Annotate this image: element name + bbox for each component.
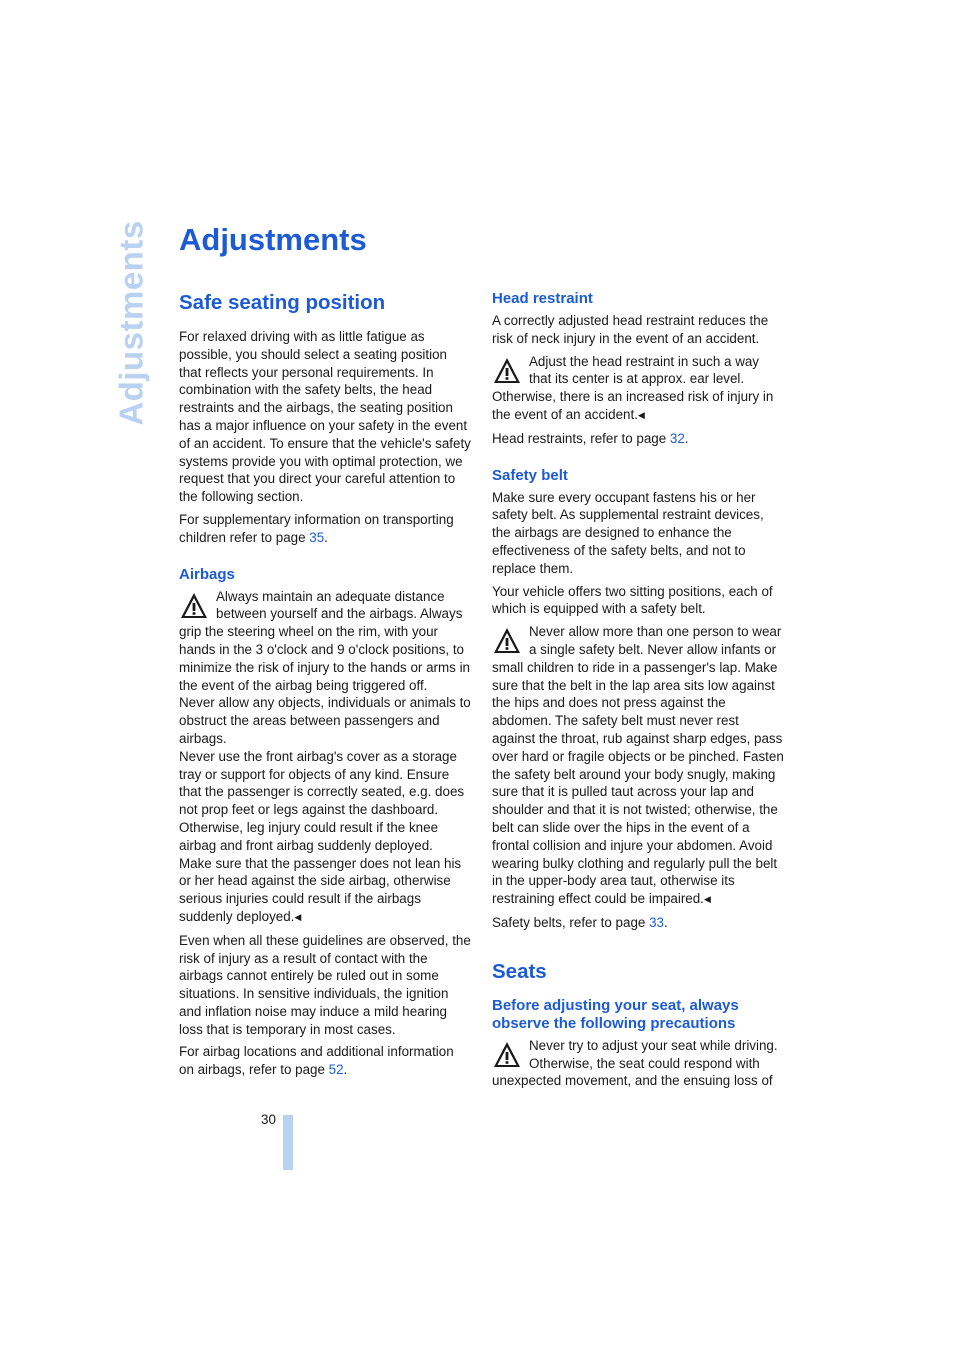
seat-warning: Never try to adjust your seat while driving. Otherwise, the seat could respond with unexpected movement, and the ensuing loss of bbox=[492, 1037, 778, 1089]
page-marker-bar bbox=[283, 1115, 293, 1170]
warning-icon bbox=[179, 591, 209, 621]
end-marker: ◀ bbox=[703, 894, 711, 905]
safety-belt-warning: Never allow more than one person to wear a single safety belt. Never allow infants or small children to ride in a passenger's lap. Make sure that the belt in the lap area sits low against the hips and does not press against the abdomen. The safety belt must never rest against the throat, rub against sharp edges, pass over hard or fragile objects or be pinched. Fasten the safety belt around your body snugly, making sure that it is pulled taut across your lap and shoulder and that it is not twisted; otherwise, the belt can slide over the hips in the event of a frontal collision and injure your abdomen. Avoid wearing bulky clothing and regularly pull the belt in the upper-body area taut, otherwise its restraining effect could be impaired. bbox=[492, 624, 784, 907]
safety-belt-paragraph-1: Make sure every occupant fastens his or her safety belt. As supplemental restraint devices, the airbags are designed to enhance the effectiveness of the safety belts, and not to replace them. bbox=[492, 489, 764, 576]
section-title-seats: Seats bbox=[492, 959, 547, 983]
page-link-32[interactable]: 32 bbox=[669, 430, 685, 446]
end-marker: ◀ bbox=[637, 409, 645, 420]
page-number: 30 bbox=[261, 1112, 276, 1127]
safety-belt-paragraph-2: Your vehicle offers two sitting positions, each of which is equipped with a safety belt. bbox=[492, 583, 773, 617]
right-column bbox=[492, 290, 784, 1095]
heading-safety-belt: Safety belt bbox=[492, 466, 568, 484]
airbag-warning-2: Never allow any objects, individuals or animals to obstruct the areas between passengers and airbags. bbox=[179, 695, 471, 746]
airbag-warning-3: Never use the front airbag's cover as a storage tray or support for objects of any kind. Ensure that the passenger is correctly seated, e.g. does not prop feet or legs against the dashboard. Otherwise, leg injury could result if the knee airbag and front airbag suddenly deployed. bbox=[179, 748, 465, 853]
head-restraint-warning: Adjust the head restraint in such a way that its center is at approx. ear level. Otherwise, there is an increased risk of injury in the event of an accident. bbox=[492, 353, 774, 422]
end-marker: ◀ bbox=[294, 911, 302, 922]
safety-belt-ref: Safety belts, refer to page 33. bbox=[492, 914, 668, 930]
warning-icon bbox=[492, 356, 522, 386]
side-tab-label bbox=[110, 220, 154, 426]
section-title-safe-seating: Safe seating position bbox=[179, 291, 386, 314]
warning-icon bbox=[492, 626, 522, 656]
head-restraint-paragraph: A correctly adjusted head restraint reduces the risk of neck injury in the event of an accident. bbox=[492, 313, 769, 346]
page-link-35[interactable]: 35 bbox=[309, 529, 325, 545]
head-restraint-ref: Head restraints, refer to page 32. bbox=[492, 430, 689, 446]
page-link-52[interactable]: 52 bbox=[328, 1062, 344, 1078]
heading-airbags: Airbags bbox=[179, 565, 235, 583]
left-column bbox=[179, 290, 471, 1084]
warning-block-seats bbox=[492, 1037, 784, 1090]
page-link-33[interactable]: 33 bbox=[649, 914, 664, 930]
warning-icon bbox=[492, 1040, 522, 1070]
warning-block-safety-belt bbox=[492, 623, 784, 909]
page-title: Adjustments bbox=[179, 222, 367, 257]
heading-head-restraint: Head restraint bbox=[492, 290, 593, 307]
heading-seat-precautions: Before adjusting your seat, always observe the following precautions bbox=[492, 996, 739, 1032]
intro-paragraph: For relaxed driving with as little fatigue as possible, you should select a seating position that reflects your personal requirements. In combination with the safety belts, the head restraints and the airbags, the seating position has a major influence on your safety in the event of an accident. To ensure that the vehicle's safety systems provide you with optimal protection, we request that you direct your careful attention to the following section. bbox=[179, 329, 471, 505]
side-tab-text: Adjustments bbox=[113, 220, 151, 426]
warning-block-airbags bbox=[179, 588, 471, 927]
airbag-locations-paragraph: For airbag locations and additional information on airbags, refer to page 52. bbox=[179, 1044, 454, 1078]
supplementary-paragraph: For supplementary information on transporting children refer to page 35. bbox=[179, 511, 454, 545]
airbag-warning-1: Always maintain an adequate distance between yourself and the airbags. Always grip the steering wheel on the rim, with your hands in the 3 o'clock and 9 o'clock positions, to minimize the risk of injury to the hands or arms in the event of the airbag being triggered off. bbox=[179, 588, 470, 693]
guidelines-paragraph: Even when all these guidelines are observed, the risk of injury as a result of contact with the airbags cannot entirely be ruled out in some situations. In sensitive individuals, the ignition and inflation noise may induce a mild hearing loss that is temporary in most cases. bbox=[179, 932, 471, 1037]
airbag-warning-4: Make sure that the passenger does not lean his or her head against the side airbag, otherwise serious injuries could result if the airbags suddenly deployed.◀ bbox=[179, 855, 462, 924]
warning-block-head-restraint bbox=[492, 353, 784, 425]
